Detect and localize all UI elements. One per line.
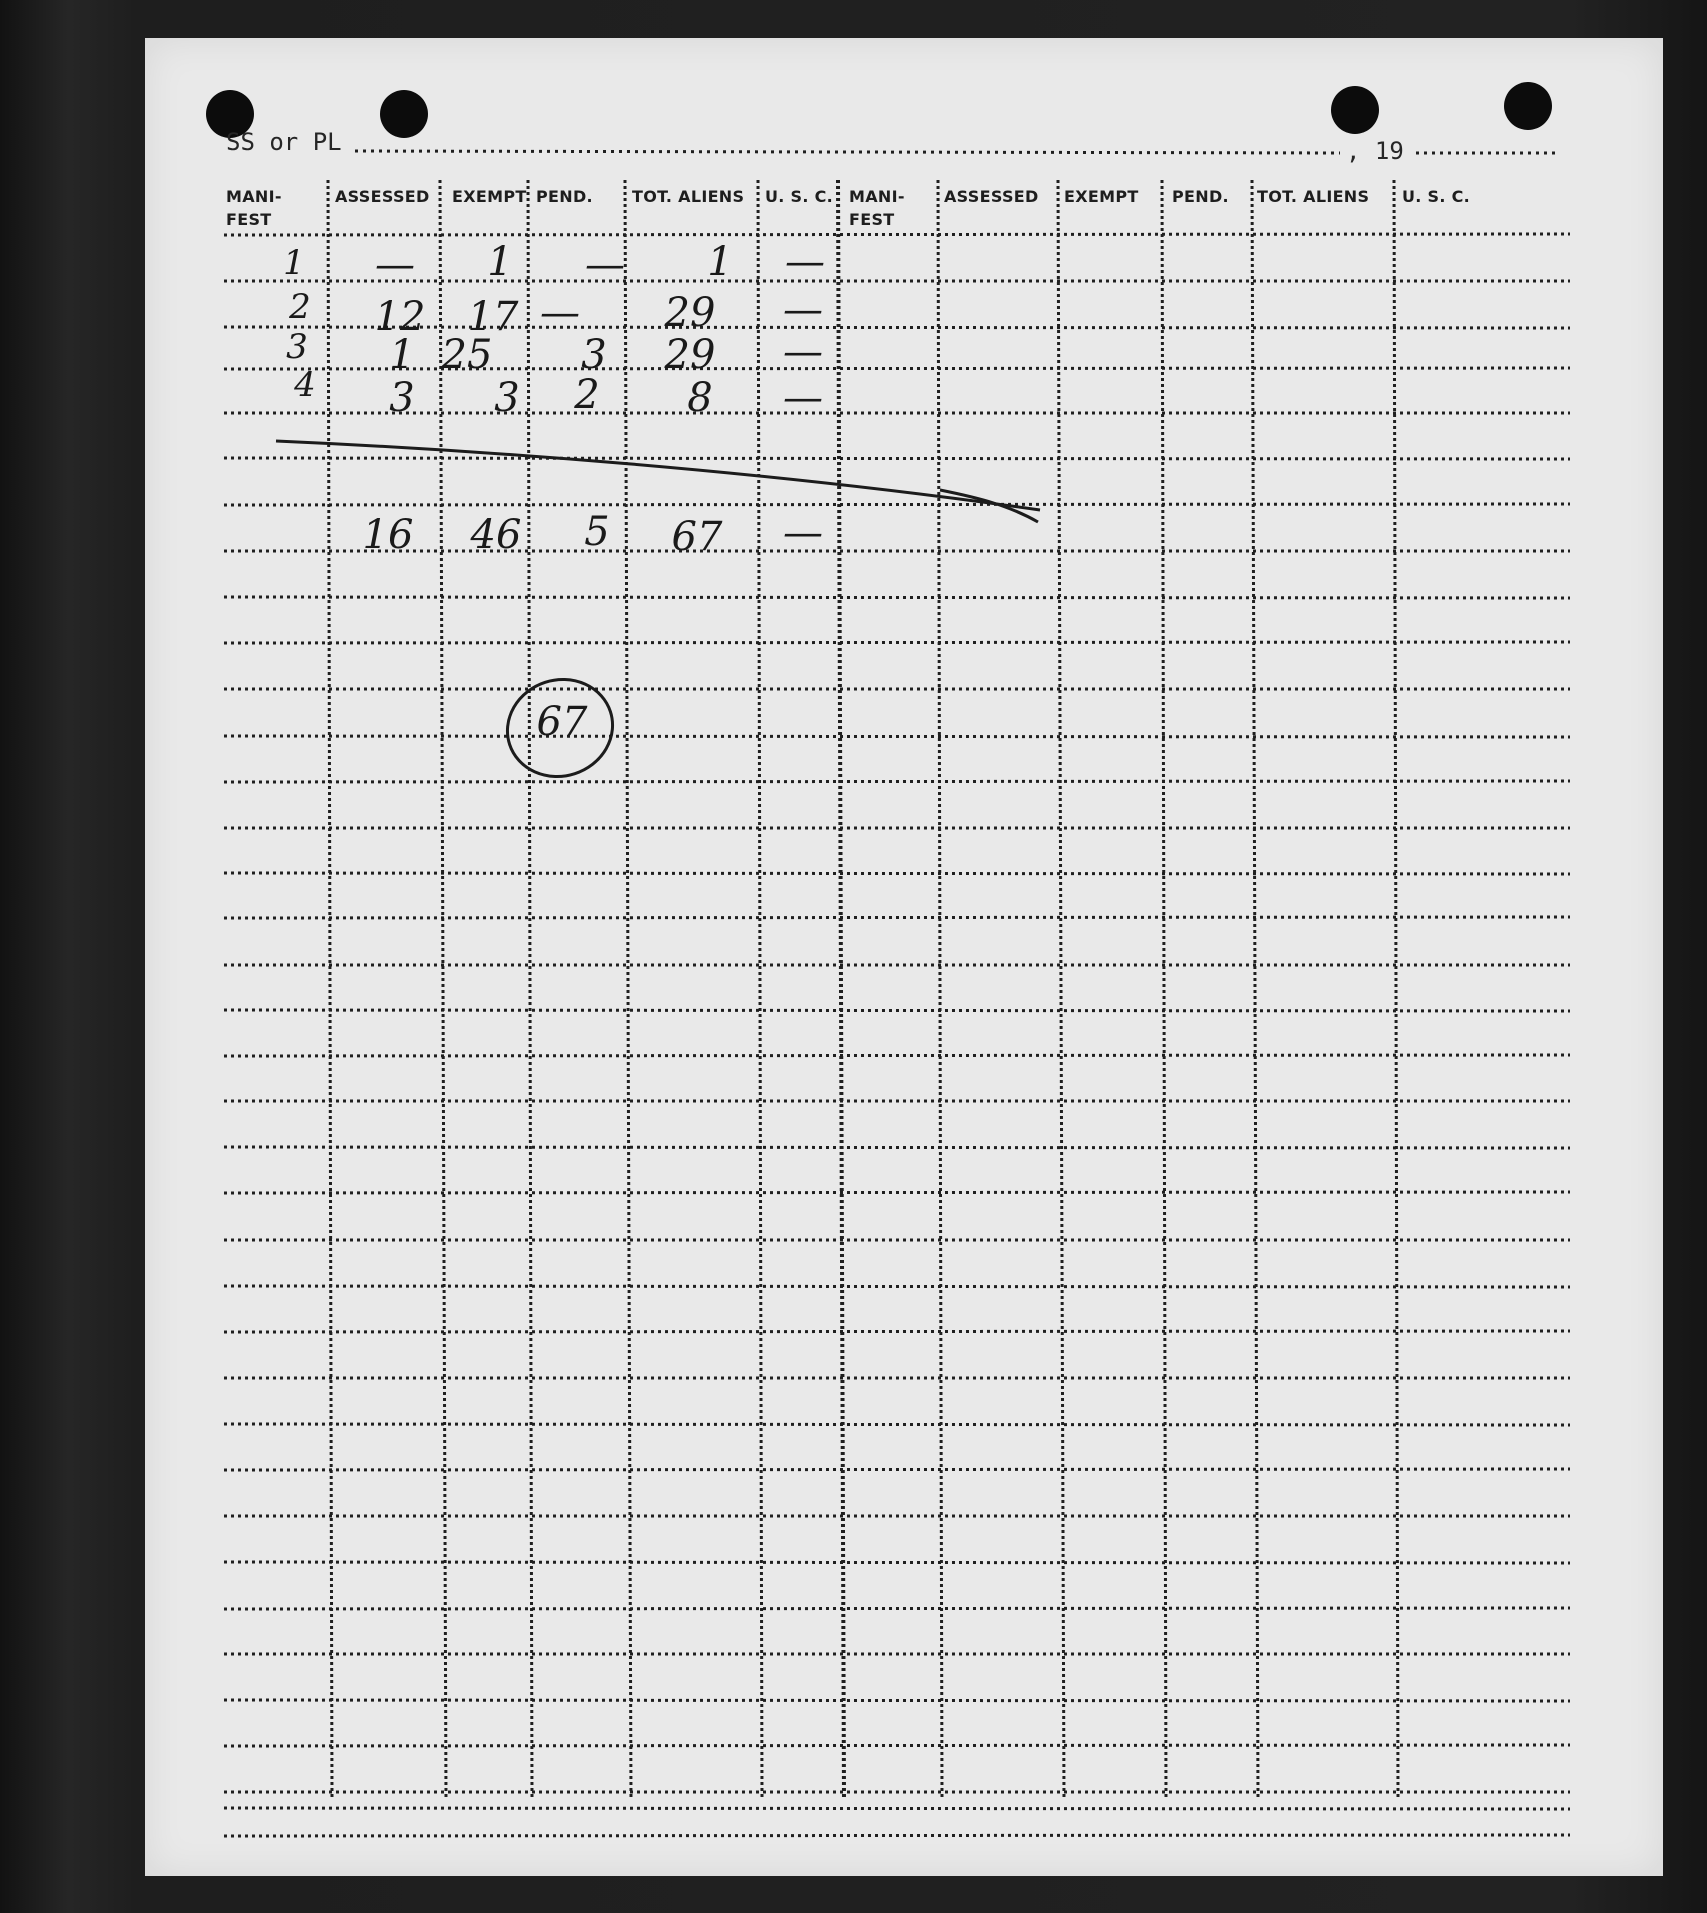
header-pend-left: PEND. (536, 187, 593, 206)
row4-manifest: 4 (294, 365, 316, 405)
grid-line (224, 1469, 1570, 1470)
grid-line (224, 1424, 1570, 1425)
date-label: , 19 (1346, 137, 1404, 165)
row2-tot-aliens: 29 (664, 290, 716, 336)
ship-label: SS or PL (226, 128, 342, 156)
row1-exempt: 1 (487, 239, 513, 285)
row2-pend: — (540, 290, 580, 336)
grid-line (224, 327, 1570, 328)
grid-line (224, 781, 1570, 782)
grid-line (938, 180, 942, 1800)
row2-exempt: 17 (467, 294, 519, 340)
row4-pend: 2 (574, 372, 600, 418)
header-tot-aliens-left: TOT. ALIENS (632, 187, 745, 206)
grid-line (838, 180, 844, 1800)
total-pend: 5 (584, 509, 610, 555)
grid-line (1162, 180, 1166, 1800)
grid-line (224, 1808, 1570, 1809)
grid-line (224, 1835, 1570, 1836)
handwritten-sum-line-tail (940, 490, 1038, 522)
header-manifest-right: MANI- FEST (849, 187, 905, 229)
grid-line (224, 504, 1570, 505)
grid-line (1058, 180, 1064, 1800)
grid-line (528, 180, 532, 1800)
header-assessed-left: ASSESSED (335, 187, 430, 206)
grid-line (440, 180, 446, 1800)
circled-total: 67 (536, 699, 588, 745)
grid-line (328, 180, 332, 1800)
row3-exempt: 25 (441, 332, 493, 378)
row1-assessed: — (375, 242, 415, 288)
grid-line (224, 458, 1570, 459)
header-assessed-right: ASSESSED (944, 187, 1039, 206)
row2-manifest: 2 (289, 287, 311, 327)
grid-vertical-lines (328, 180, 1398, 1800)
grid-line (224, 917, 1570, 918)
row1-tot-aliens: 1 (707, 239, 733, 285)
grid-line (224, 873, 1570, 874)
header-manifest-left: MANI- FEST (226, 187, 282, 229)
total-exempt: 46 (470, 512, 522, 558)
grid-line (224, 1331, 1570, 1332)
grid-line (224, 1286, 1570, 1287)
grid-line (224, 642, 1570, 643)
grid-line (224, 1608, 1570, 1609)
grid-line (224, 736, 1570, 737)
header-exempt-left: EXEMPT (452, 187, 527, 206)
header-exempt-right: EXEMPT (1064, 187, 1139, 206)
row1-usc: — (785, 239, 825, 285)
grid-line (625, 180, 631, 1800)
grid-line (758, 180, 762, 1800)
row3-assessed: 1 (389, 332, 415, 378)
row3-tot-aliens: 29 (664, 332, 716, 378)
grid-line (224, 1147, 1570, 1148)
grid-line (224, 1745, 1570, 1746)
grid-line (224, 234, 1570, 235)
grid-line (224, 1562, 1570, 1563)
total-assessed: 16 (362, 512, 414, 558)
handwritten-sum-line (276, 441, 1040, 510)
row4-assessed: 3 (389, 375, 415, 421)
row2-assessed: 12 (374, 294, 426, 340)
grid-horizontal-lines (224, 151, 1570, 1836)
row4-exempt: 3 (494, 375, 520, 421)
header-pend-right: PEND. (1172, 187, 1229, 206)
header-usc-right: U. S. C. (1402, 187, 1471, 206)
total-tot-aliens: 67 (671, 514, 723, 560)
grid-line (224, 597, 1570, 598)
row2-usc: — (783, 287, 823, 333)
grid-line (224, 368, 1570, 369)
row3-pend: 3 (581, 332, 607, 378)
grid-line (224, 1010, 1570, 1011)
row4-tot-aliens: 8 (687, 375, 713, 421)
row3-usc: — (783, 329, 823, 375)
row3-manifest: 3 (286, 327, 308, 367)
row1-manifest: 1 (283, 243, 305, 283)
row4-usc: — (783, 375, 823, 421)
grid-line (1252, 180, 1258, 1800)
grid-line (224, 1700, 1570, 1701)
header-usc-left: U. S. C. (765, 187, 834, 206)
row1-pend: — (585, 242, 625, 288)
total-usc: — (783, 510, 823, 556)
grid-line (224, 1192, 1570, 1193)
grid-line (1394, 180, 1398, 1800)
grid-line (224, 1055, 1570, 1056)
grid-line (355, 151, 1340, 153)
header-tot-aliens-right: TOT. ALIENS (1257, 187, 1370, 206)
